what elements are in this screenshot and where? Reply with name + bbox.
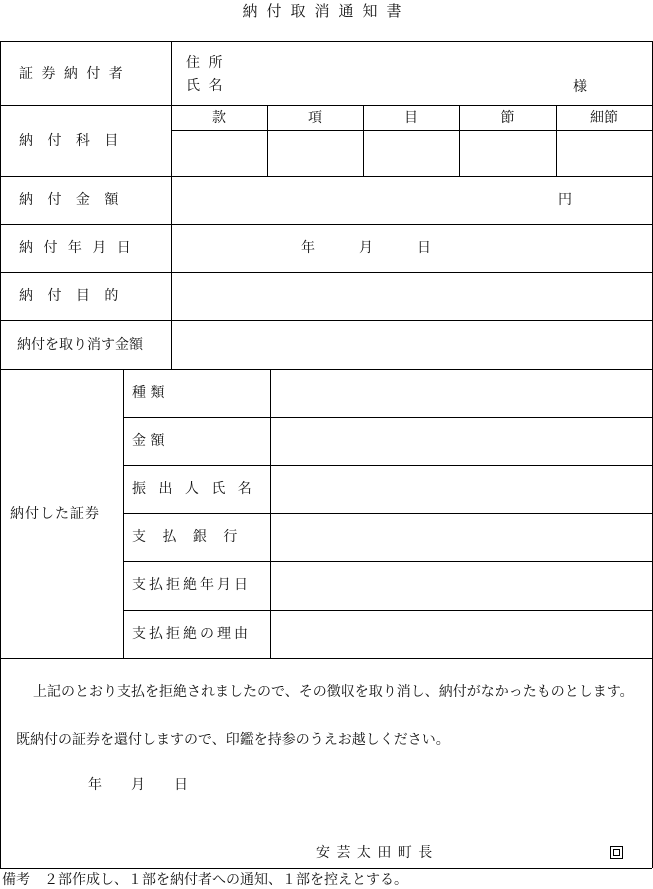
label-divider [171, 41, 172, 369]
subject-header-kou: 項 [308, 110, 322, 126]
securities-group-label: 納付した証券 [10, 506, 100, 522]
securities-row-line [123, 610, 652, 611]
honorific-label: 様 [573, 79, 587, 95]
notice-month: 月 [131, 777, 145, 793]
row-line [0, 105, 652, 106]
cancel-amount-label: 納付を取り消す金額 [17, 337, 143, 353]
row-line [0, 320, 652, 321]
subject-header-moku: 目 [404, 110, 418, 126]
payment-date-day: 日 [417, 240, 431, 256]
frame-left [0, 41, 1, 868]
remarks: 備考 ２部作成し、１部を納付者への通知、１部を控えとする。 [2, 872, 408, 888]
payment-date-label: 納 付 年 月 日 [19, 240, 134, 256]
security-type-label: 種 類 [132, 385, 165, 401]
purpose-label: 納 付 目 的 [19, 288, 124, 304]
address-label: 住 所 [186, 55, 225, 71]
subject-header-line [171, 130, 652, 131]
drawer-name-label: 振 出 人 氏 名 [132, 481, 256, 497]
security-amount-label: 金 額 [132, 433, 165, 449]
row-line [0, 369, 652, 370]
refusal-reason-label: 支払拒絶の理由 [132, 626, 251, 642]
notice-line-2: 既納付の証券を還付しますので、印鑑を持参のうえお越しください。 [16, 732, 450, 748]
frame-bottom [0, 868, 652, 869]
subject-header-kan: 款 [212, 110, 226, 126]
frame-top [0, 41, 652, 42]
payer-label: 証 券 納 付 者 [19, 66, 125, 82]
subject-label: 納 付 科 目 [19, 133, 124, 149]
securities-row-line [123, 465, 652, 466]
notice-year: 年 [88, 777, 102, 793]
row-line [0, 224, 652, 225]
amount-label: 納 付 金 額 [19, 192, 124, 208]
refusal-date-label: 支払拒絶年月日 [132, 577, 251, 593]
notice-day: 日 [174, 777, 188, 793]
notice-line-1: 上記のとおり支払を拒絶されましたので、その徴収を取り消し、納付がなかったものとします。 [33, 684, 634, 700]
securities-row-line [123, 561, 652, 562]
document-title: 納付取消通知書 [242, 2, 411, 20]
yen-label: 円 [558, 192, 572, 208]
payment-date-year: 年 [301, 240, 315, 256]
paying-bank-label: 支 払 銀 行 [132, 529, 244, 545]
row-line [0, 658, 652, 659]
subject-header-setsu: 節 [500, 110, 515, 126]
row-line [0, 176, 652, 177]
seal-mark [610, 846, 623, 859]
issuer-title: 安 芸 太 田 町 長 [316, 845, 434, 861]
row-line [0, 272, 652, 273]
payment-date-month: 月 [359, 240, 373, 256]
securities-row-line [123, 417, 652, 418]
securities-row-line [123, 513, 652, 514]
subject-header-saisetsu: 細節 [590, 110, 618, 126]
name-label: 氏 名 [186, 78, 225, 94]
